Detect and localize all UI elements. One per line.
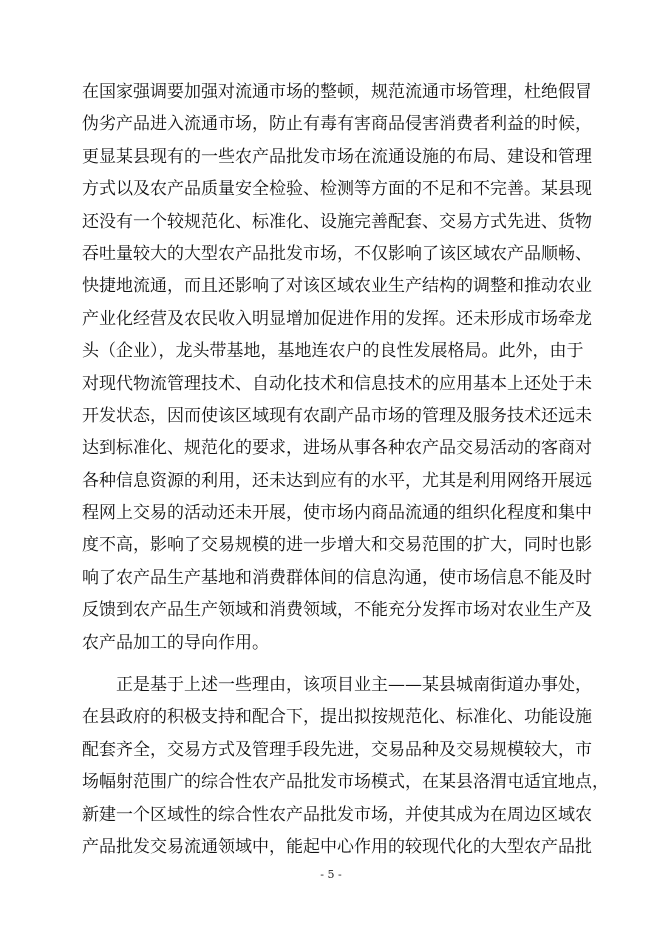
text-line: 在国家强调要加强对流通市场的整顿，规范流通市场管理，杜绝假冒 [82, 82, 592, 102]
text-line: 对现代物流管理技术、自动化技术和信息技术的应用基本上还处于未 [82, 373, 592, 394]
text-line: 度不高，影响了交易规模的进一步增大和交易范围的扩大，同时也影 [82, 535, 592, 556]
paragraph-2 [82, 669, 609, 863]
text-line: 响了农产品生产基地和消费群体间的信息沟通，使市场信息不能及时 [82, 567, 592, 588]
text-line: 更显某县现有的一些农产品批发市场在流通设施的布局、建设和管理 [82, 146, 592, 167]
text-line: 还没有一个较规范化、标准化、设施完善配套、交易方式先进、货物 [82, 211, 592, 232]
text-line: 场幅射范围广的综合性农产品批发市场模式，在某县洛渭屯适宜地点， [82, 772, 609, 793]
text-line: 正是基于上述一些理由，该项目业主——某县城南街道办事处， [82, 675, 592, 696]
text-line: 产品批发交易流通领域中，能起中心作用的较现代化的大型农产品批 [82, 836, 592, 857]
text-line: 程网上交易的活动还未开展，使市场内商品流通的组织化程度和集中 [82, 503, 592, 524]
text-line: 头（企业），龙头带基地，基地连农户的良性发展格局。此外，由于 [82, 341, 584, 362]
text-line: 开发状态，因而使该区域现有农副产品市场的管理及服务技术还远未 [82, 405, 592, 426]
text-line: 在县政府的积极支持和配合下，提出拟按规范化、标准化、功能设施 [82, 707, 592, 728]
text-line: 配套齐全，交易方式及管理手段先进，交易品种及交易规模较大，市 [82, 739, 592, 760]
text-line: 方式以及农产品质量安全检验、检测等方面的不足和不完善。某县现 [82, 179, 592, 200]
paragraph-spacing [82, 659, 582, 669]
text-line: 产业化经营及农民收入明显增加促进作用的发挥。还未形成市场牵龙 [82, 308, 592, 329]
text-line: 各种信息资源的利用，还未达到应有的水平，尤其是利用网络开展远 [82, 470, 592, 491]
text-line: 达到标准化、规范化的要求，进场从事各种农产品交易活动的客商对 [82, 438, 592, 459]
text-line: 农产品加工的导向作用。 [82, 632, 269, 653]
text-line: 新建一个区域性的综合性农产品批发市场，并使其成为在周边区域农 [82, 804, 592, 825]
text-line: 反馈到农产品生产领域和消费领域，不能充分发挥市场对农业生产及 [82, 600, 592, 621]
body-text [82, 76, 609, 863]
text-line: 快捷地流通，而且还影响了对该区域农业生产结构的调整和推动农业 [82, 276, 592, 297]
text-line: 伪劣产品进入流通市场，防止有毒有害商品侵害消费者利益的时候， [82, 114, 592, 135]
page-number: - 5 - [320, 868, 342, 881]
paragraph-1 [82, 76, 592, 659]
text-line: 吞吐量较大的大型农产品批发市场，不仅影响了该区域农产品顺畅、 [82, 243, 592, 264]
